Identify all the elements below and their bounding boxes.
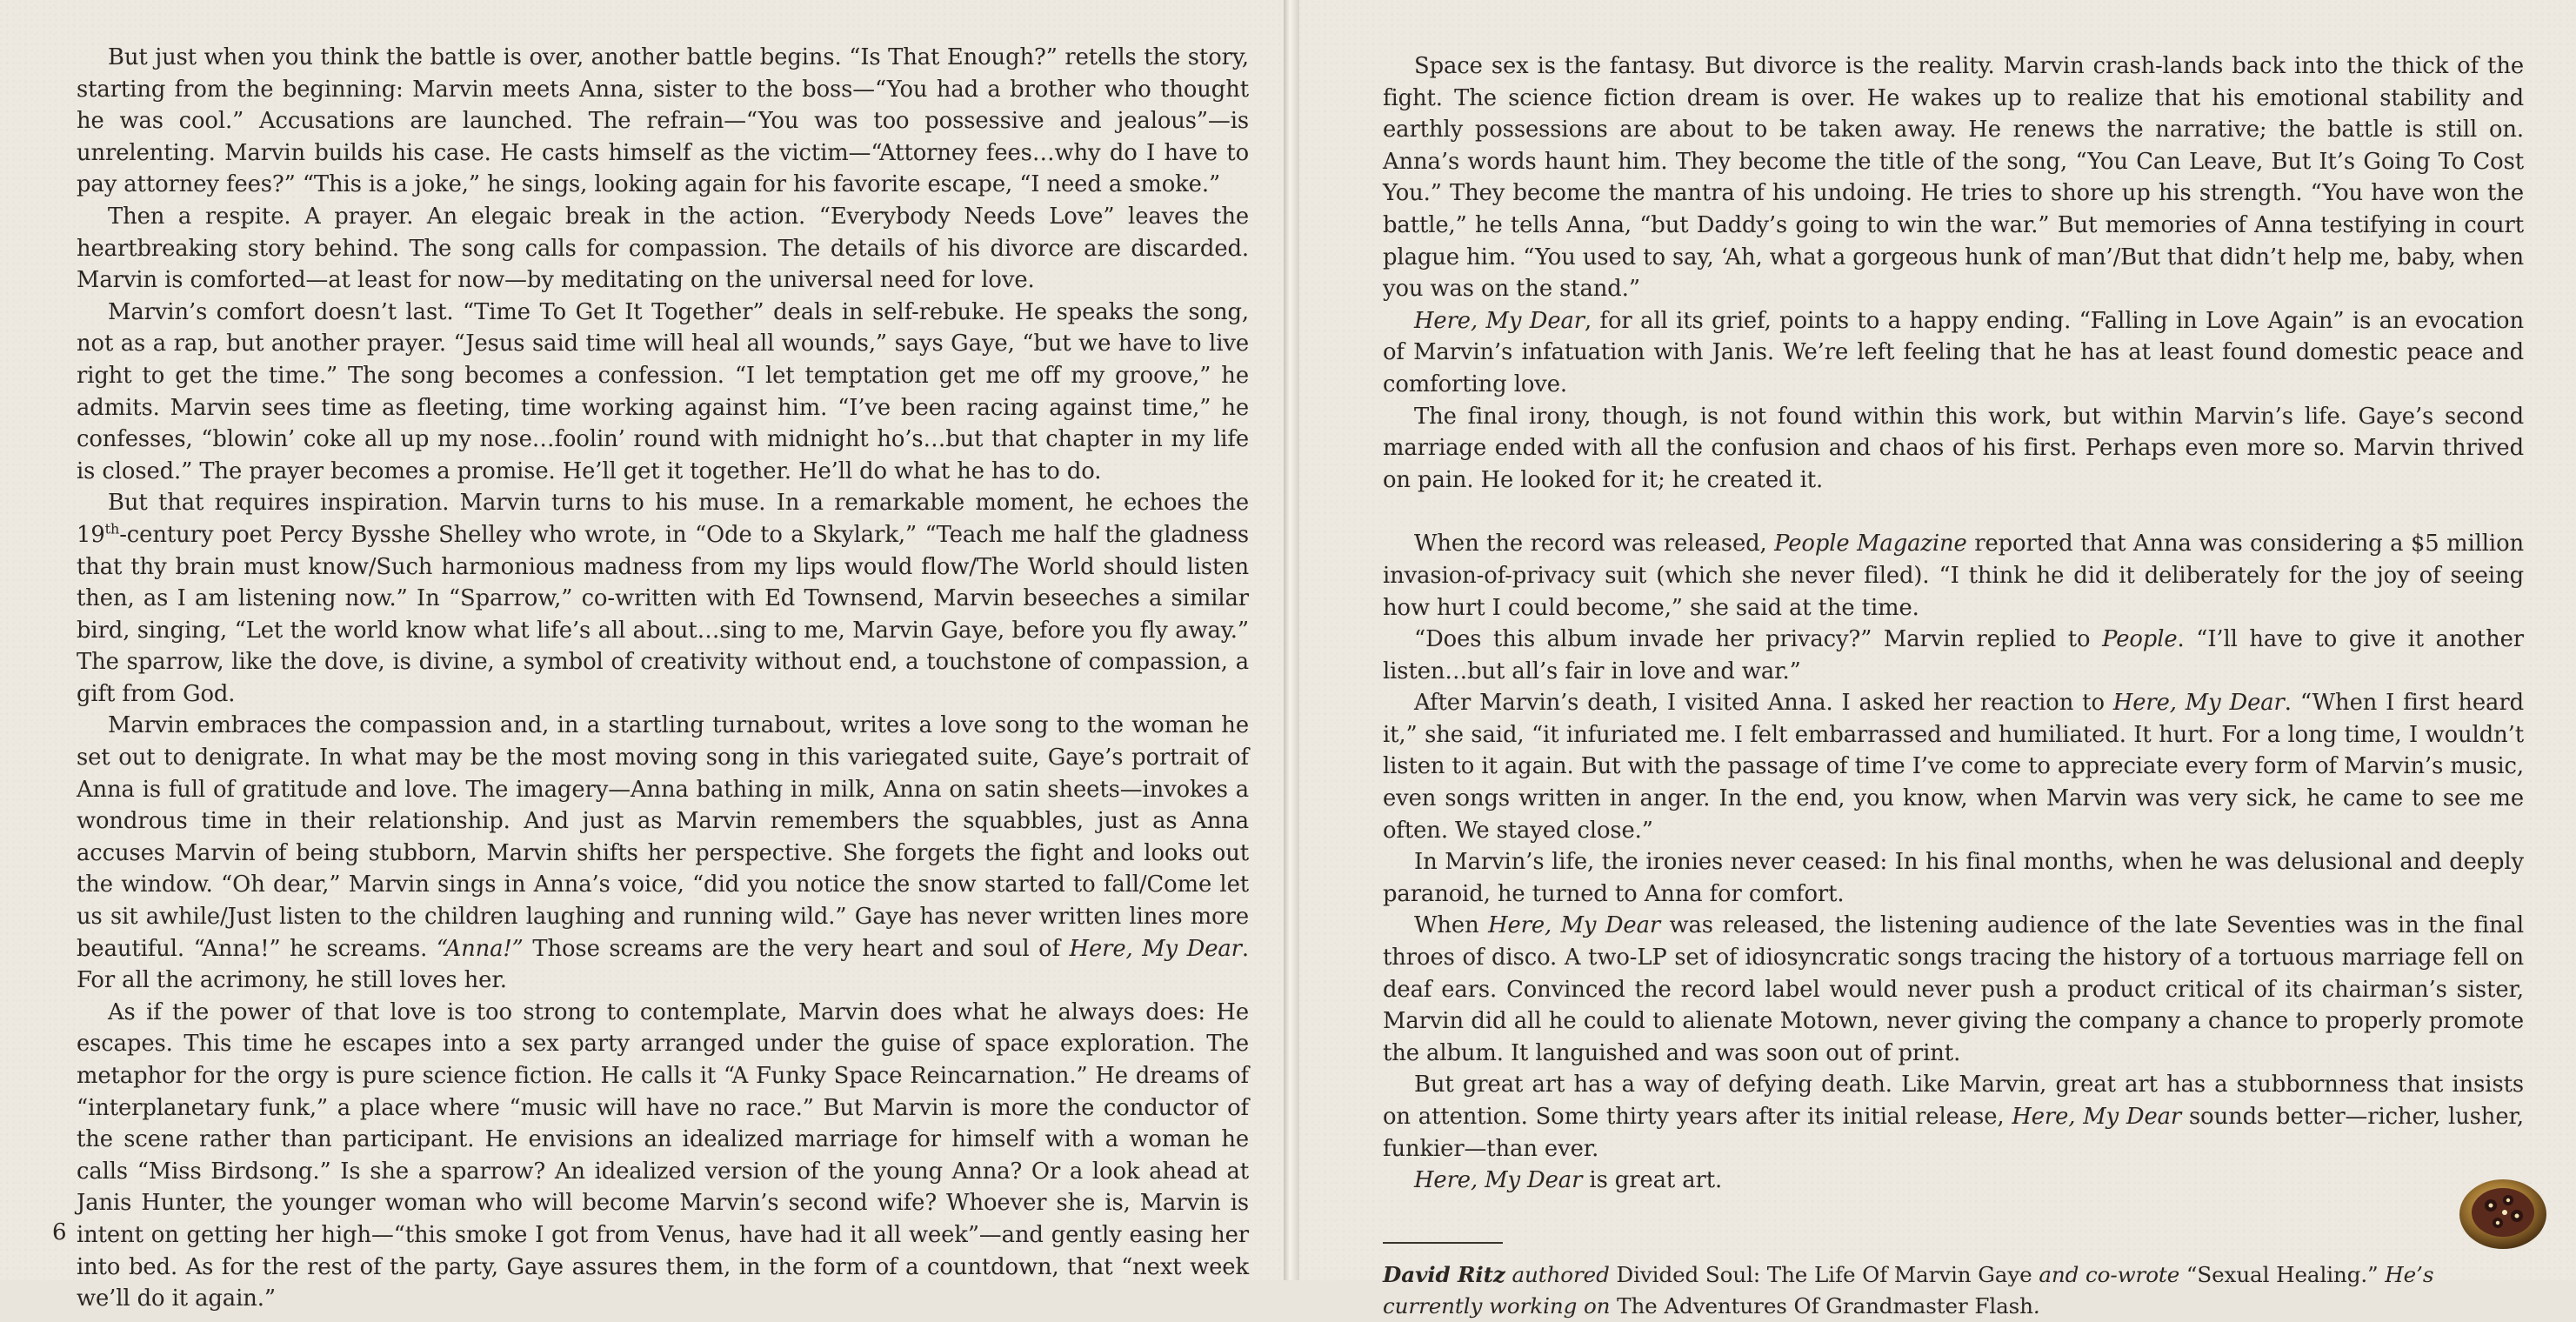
right-paragraph-4 xyxy=(1383,528,2524,624)
credit-book-1: Divided Soul: The Life Of Marvin Gaye xyxy=(1616,1261,2032,1287)
p8r-text-b: was released, the listening audience of the late Seventies was in the final throes of disco. A two-LP set of idiosyncratic songs tracing the history of a tortuous marriage fell on deaf ears. Convinced the record label would never push a product critical of its chairman’s sister, Marvin did all he could to alienate Motown, never giving the company a chance to properly promote the album. It languished and was soon out of print. xyxy=(1383,912,2524,1066)
right-paragraph-3: The final irony, though, is not found within this work, but within Marvin’s life. Gaye’s second marriage ended with all the confusion and chaos of his first. Perhaps even more so. Marvin thrived on pain. He looked for it; he created it. xyxy=(1383,403,2524,493)
p9r-text-b: sounds better—richer, lusher, funkier—than ever. xyxy=(1383,1104,2524,1162)
footnote-rule xyxy=(1383,1242,1503,1244)
right-paragraph-2 xyxy=(1383,305,2524,401)
p6r-album-title: Here, My Dear xyxy=(2112,690,2285,717)
p6r-text-a: After Marvin’s death, I visited Anna. I asked her reaction to xyxy=(1414,690,2113,717)
p4-ordinal: th xyxy=(104,520,120,537)
p2-text: , for all its grief, points to a happy ending. “Falling in Love Again” is an evocation of Marvin’s infatuation with Janis. We’re left feeling that he has at least found domestic peace and comforting love. xyxy=(1383,307,2524,397)
right-paragraph-8 xyxy=(1383,910,2524,1069)
p4-text-a: But that requires inspiration. Marvin turns to his muse. In a remarkable moment, he echoes the 19 xyxy=(77,490,1249,548)
credit-song: “Sexual Healing.” xyxy=(2186,1261,2379,1287)
left-paragraph-5 xyxy=(77,710,1249,996)
credit-text-1: authored xyxy=(1505,1261,1617,1287)
p10r-text: is great art. xyxy=(1582,1167,1723,1194)
p8r-text-a: When xyxy=(1414,912,1489,939)
p4r-text-a: When the record was released, xyxy=(1414,531,1775,558)
p5r-text-b: . “I’ll have to give it another listen…but all’s fair in love and war.” xyxy=(1383,626,2524,684)
p2-album-title: Here, My Dear xyxy=(1414,307,1585,334)
p6r-text-b: . “When I first heard it,” she said, “it infuriated me. I felt embarrassed and humiliated. It hurt. For a long time, I wouldn’t listen to it again. But with the passage of time I’ve come to appreciate every form of Marvin’s music, even songs written in anger. In the end, you know, when Marvin was very sick, he came to see me often. We stayed close.” xyxy=(1383,690,2524,844)
left-paragraph-1: But just when you think the battle is over, another battle begins. “Is That Enough?” retells the story, starting from the beginning: Marvin meets Anna, sister to the boss—“You had a brother who thought he was cool.” Accusations are launched. The refrain—“You was too possessive and jealous”—is unrelenting. Marvin builds his case. He casts himself as the victim—“Attorney fees…why do I have to pay attorney fees?” “This is a joke,” he sings, looking again for his favorite escape, “I need a smoke.” xyxy=(77,44,1249,198)
p5r-magazine: People xyxy=(2102,626,2178,653)
spine-gutter xyxy=(1284,0,1299,1280)
p5r-text-a: “Does this album invade her privacy?” Marvin replied to xyxy=(1414,626,2103,653)
credit-text-2: and co-wrote xyxy=(2032,1261,2186,1287)
credit-text-4: . xyxy=(2032,1292,2040,1319)
left-paragraph-4 xyxy=(77,487,1249,710)
page-number: 6 xyxy=(52,1219,67,1245)
p5-text-c: . For all the acrimony, he still loves her. xyxy=(77,935,1249,994)
right-paragraph-10 xyxy=(1383,1165,2524,1197)
author-credit xyxy=(1383,1259,2524,1322)
p4r-magazine: People Magazine xyxy=(1774,531,1967,558)
p10r-album-title: Here, My Dear xyxy=(1414,1167,1583,1194)
left-page xyxy=(0,0,1284,1312)
left-paragraph-2: Then a respite. A prayer. An elegaic break in the action. “Everybody Needs Love” leaves the heartbreaking story behind. The song calls for compassion. The details of his divorce are discarded. Marvin is comforted—at least for now—by meditating on the universal need for love. xyxy=(77,203,1249,294)
right-paragraph-6 xyxy=(1383,687,2524,846)
jeweled-ring-icon xyxy=(2454,1169,2552,1256)
credit-text-3: He’s currently working on xyxy=(1383,1261,2434,1319)
p4r-text-b: reported that Anna was considering a $5 million invasion-of-privacy suit (which she never filed). “I think he did it deliberately for the joy of seeing how hurt I could become,” she said at the time. xyxy=(1383,531,2525,621)
right-paragraph-7: In Marvin’s life, the ironies never ceased: In his final months, when he was delusional and deeply paranoid, he turned to Anna for comfort. xyxy=(1383,849,2524,907)
p9r-text-a: But great art has a way of defying death. Like Marvin, great art has a stubbornness that insists on attention. Some thirty years after its initial release, xyxy=(1383,1072,2524,1130)
p4-text-b: -century poet Percy Bysshe Shelley who wrote, in “Ode to a Skylark,” “Teach me half the gladness that thy brain must know/Such harmonious madness from my lips would flow/The World should listen then, as I am listening now.” In “Sparrow,” co-written with Ed Townsend, Marvin beseeches a similar bird, singing, “Let the world know what life’s all about…sing to me, Marvin Gaye, before you fly away.” The sparrow, like the dove, is divine, a symbol of creativity without end, a touchstone of compassion, a gift from God. xyxy=(77,521,1249,707)
p5-text-b: Those screams are the very heart and soul of xyxy=(523,935,1070,962)
left-paragraph-3: Marvin’s comfort doesn’t last. “Time To Get It Together” deals in self-rebuke. He speaks the song, not as a rap, but another prayer. “Jesus said time will heal all wounds,” says Gaye, “but we have to live right to get the time.” The song becomes a confession. “I let temptation get me off my groove,” he admits. Marvin sees time as fleeting, time working against him. “I’ve been racing against time,” he confesses, “blowin’ coke all up my nose…foolin’ round with midnight ho’s…but that chapter in my life is closed.” The prayer becomes a promise. He’ll get it together. He’ll do what he has to do. xyxy=(77,298,1249,484)
right-paragraph-9 xyxy=(1383,1069,2524,1165)
p9r-album-title: Here, My Dear xyxy=(2012,1104,2182,1130)
p8r-album-title: Here, My Dear xyxy=(1488,912,1661,939)
left-paragraph-6: As if the power of that love is too strong to contemplate, Marvin does what he always does: He escapes. This time he escapes into a sex party arranged under the guise of space exploration. The metaphor for the orgy is pure science fiction. He calls it “A Funky Space Reincarnation.” He dreams of “interplanetary funk,” a place where “music will have no race.” But Marvin is more the conductor of the scene rather than participant. He envisions an idealized marriage for himself with a woman he calls “Miss Birdsong.” Is she a sparrow? An idealized version of the young Anna? Or a look ahead at Janis Hunter, the younger woman who will become Marvin’s second wife? Whoever she is, Marvin is intent on getting her high—“this smoke I got from Venus, have had it all week”—and gently easing her into bed. As for the rest of the party, Gaye assures them, in the form of a countdown, that “next week we’ll do it again.” xyxy=(77,998,1249,1312)
p5-text-a: Marvin embraces the compassion and, in a startling turnabout, writes a love song to the woman he set out to denigrate. In what may be the most moving song in this variegated suite, Gaye’s portrait of Anna is full of gratitude and love. The imagery—Anna bathing in milk, Anna on satin sheets—invokes a wondrous time in their relationship. And just as Marvin remembers the squabbles, just as Anna accuses Marvin of being stubborn, Marvin shifts her perspective. She forgets the fight and looks out the window. “Oh dear,” Marvin sings in Anna’s voice, “did you notice the snow started to fall/Come let us sit awhile/Just listen to the children laughing and running wild.” Gaye has never written lines more beautiful. “Anna!” he screams. xyxy=(77,712,1249,962)
credit-book-2: The Adventures Of Grandmaster Flash xyxy=(1617,1292,2033,1319)
right-paragraph-1: Space sex is the fantasy. But divorce is the reality. Marvin crash-lands back into the thick of the fight. The science fiction dream is over. He wakes up to realize that his emotional stability and earthly possessions are about to be taken away. He renews the narrative; the battle is still on. Anna’s words haunt him. They become the title of the song, “You Can Leave, But It’s Going To Cost You.” They become the mantra of his undoing. He tries to shore up his strength. “You have won the battle,” he tells Anna, “but Daddy’s going to win the war.” But memories of Anna testifying in court plague him. “You used to say, ‘Ah, what a gorgeous hunk of man’/But that didn’t help me, baby, when you was on the stand.” xyxy=(1383,53,2524,303)
p5-album-title: Here, My Dear xyxy=(1069,935,1242,962)
credit-author: David Ritz xyxy=(1383,1261,1505,1287)
p5-scream: “Anna!” xyxy=(436,935,524,962)
right-page xyxy=(1299,0,2576,1319)
right-paragraph-5 xyxy=(1383,624,2524,687)
